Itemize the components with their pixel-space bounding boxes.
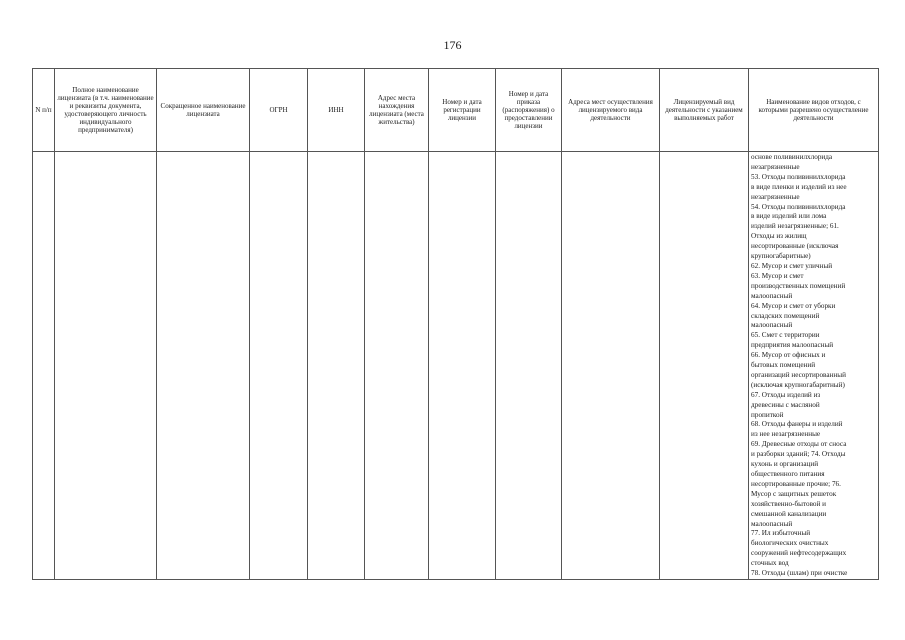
waste-type-line: древесины с масляной — [751, 400, 820, 409]
waste-type-line: складских помещений — [751, 311, 820, 320]
cell-registration — [429, 152, 496, 580]
waste-type-line: сточных вод — [751, 559, 789, 568]
table-header-row — [33, 69, 879, 152]
waste-type-line: малоопасный — [751, 519, 793, 528]
waste-type-line: в виде изделий или лома — [751, 212, 827, 221]
waste-type-line: бытовых помещений — [751, 361, 816, 370]
header-number: N п/п — [33, 69, 55, 152]
waste-type-line: 77. Ил избыточный — [751, 529, 811, 538]
waste-type-line: 62. Мусор и смет уличный — [751, 261, 833, 270]
header-address: Адрес места нахождения лицензиата (места жительства) — [365, 69, 429, 152]
waste-type-line: хозяйственно-бытовой и — [751, 499, 827, 508]
waste-type-line: малоопасный — [751, 321, 793, 330]
waste-type-line: сооружений нефтесодержащих — [751, 549, 847, 558]
waste-type-line: Отходы из жилищ — [751, 232, 807, 241]
cell-inn — [308, 152, 365, 580]
waste-type-line: пропиткой — [751, 410, 784, 419]
header-ogrn: ОГРН — [250, 69, 308, 152]
cell-address — [365, 152, 429, 580]
cell-order — [496, 152, 562, 580]
license-registry-table — [32, 68, 879, 580]
waste-type-line: кухонь и организаций — [751, 460, 819, 469]
cell-activity-type — [660, 152, 749, 580]
waste-type-line: и разборки зданий; 74. Отходы — [751, 450, 846, 459]
header-inn: ИНН — [308, 69, 365, 152]
waste-type-line: незагрязненные — [751, 162, 800, 171]
cell-short-name — [157, 152, 250, 580]
waste-type-line: 67. Отходы изделий из — [751, 390, 821, 399]
header-waste-types: Наименование видов отходов, с которыми разрешено осуществление деятельности — [749, 69, 879, 152]
header-activity-type: Лицензируемый вид деятельности с указанием выполняемых работ — [660, 69, 749, 152]
waste-type-line: 65. Смет с территории — [751, 331, 820, 340]
header-short-name: Сокращенное наименование лицензиата — [157, 69, 250, 152]
waste-type-line: 63. Мусор и смет — [751, 271, 804, 280]
waste-type-line: общественного питания — [751, 470, 825, 478]
waste-type-line: в виде пленки и изделий из нее — [751, 182, 847, 191]
waste-type-line: 53. Отходы поливинилхлорида — [751, 172, 846, 181]
waste-type-line: 64. Мусор и смет от уборки — [751, 301, 836, 310]
waste-type-line: основе поливинилхлорида — [751, 153, 833, 161]
waste-type-line: предприятия малоопасный — [751, 341, 834, 350]
page-number: 176 — [443, 38, 462, 52]
cell-number — [33, 152, 55, 580]
waste-type-line: 66. Мусор от офисных и — [751, 351, 826, 360]
header-activity-addresses: Адреса мест осуществления лицензируемого вида деятельности — [562, 69, 660, 152]
waste-type-line: незагрязненные — [751, 192, 800, 201]
cell-ogrn — [250, 152, 308, 580]
cell-activity-addresses — [562, 152, 660, 580]
waste-type-line: 54. Отходы поливинилхлорида — [751, 202, 846, 211]
header-full-name: Полное наименование лицензиата (в т.ч. наименование и реквизиты документа, удостоверяющего личность индивидуального предпринимателя) — [55, 69, 157, 152]
waste-type-line: малоопасный — [751, 291, 793, 300]
waste-type-line: крупногабаритные) — [751, 252, 811, 261]
waste-type-line: несортированные прочие; 76. — [751, 479, 841, 488]
waste-types-list — [751, 153, 876, 579]
cell-waste-types — [749, 152, 879, 580]
table-row — [33, 152, 879, 580]
waste-type-line: 69. Древесные отходы от сноса — [751, 440, 847, 449]
waste-type-line: несортированные (исключая — [751, 242, 839, 251]
header-order: Номер и дата приказа (распоряжения) о предоставлении лицензии — [496, 69, 562, 152]
waste-type-line: биологических очистных — [751, 539, 829, 548]
waste-type-line: 78. Отходы (шлам) при очистке — [751, 569, 848, 578]
waste-type-line: из нее незагрязненные — [751, 430, 821, 439]
waste-type-line: 68. Отходы фанеры и изделий — [751, 420, 843, 429]
waste-type-line: производственных помещений — [751, 281, 846, 290]
waste-type-line: Мусор с защитных решеток — [751, 489, 837, 498]
header-registration: Номер и дата регистрации лицензии — [429, 69, 496, 152]
waste-type-line: изделий незагрязненные; 61. — [751, 222, 839, 231]
waste-type-line: (исключая крупногабаритный) — [751, 380, 845, 389]
waste-type-line: смешанной канализации — [751, 509, 827, 518]
waste-type-line: организаций несортированный — [751, 370, 846, 379]
cell-full-name — [55, 152, 157, 580]
